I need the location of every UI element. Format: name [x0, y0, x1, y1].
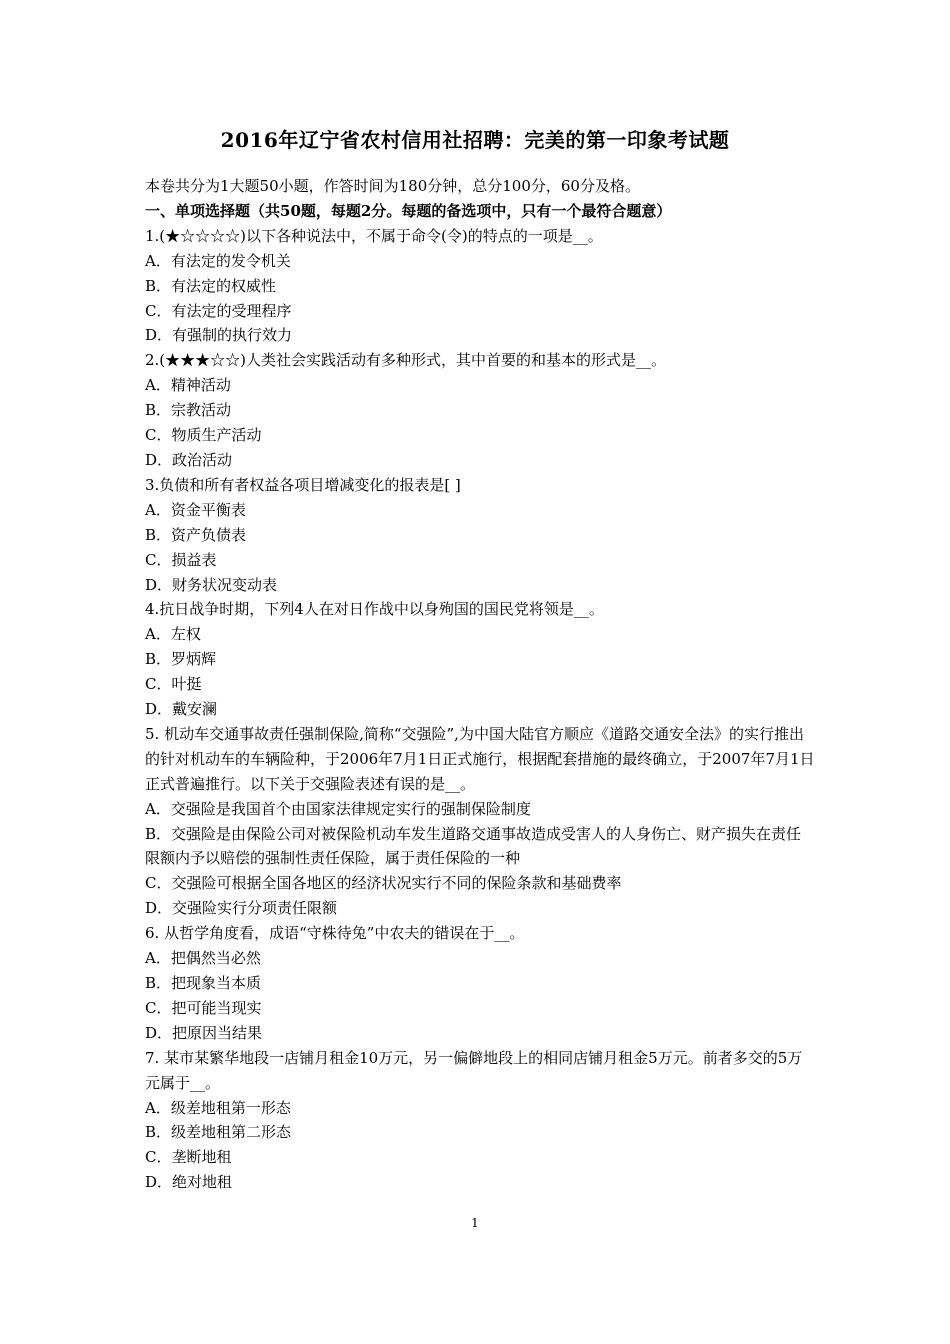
option-d: D．把原因当结果 — [145, 1023, 263, 1042]
question-stem: 4.抗日战争时期，下列4人在对日作战中以身殉国的国民党将领是__。 — [145, 600, 604, 619]
option-d: D．交强险实行分项责任限额 — [145, 899, 338, 918]
option-a: A．级差地租第一形态 — [145, 1098, 291, 1117]
option-a: A．把偶然当必然 — [145, 949, 261, 968]
question-6 — [145, 921, 815, 1046]
question-3 — [145, 473, 815, 598]
document-body — [145, 174, 815, 1195]
question-7 — [145, 1046, 815, 1195]
option-d: D．绝对地租 — [145, 1173, 233, 1192]
question-1 — [145, 224, 815, 349]
page-title: 2016年辽宁省农村信用社招聘：完美的第一印象考试题 — [220, 128, 730, 152]
exam-intro: 本卷共分为1大题50小题，作答时间为180分钟，总分100分，60分及格。 — [145, 177, 640, 195]
option-b: B．罗炳辉 — [145, 650, 217, 669]
question-stem: 7. 某市某繁华地段一店铺月租金10万元，另一偏僻地段上的相同店铺月租金5万元。前者多交的5万元属于__。 — [145, 1048, 803, 1092]
option-c: C．交强险可根据全国各地区的经济状况实行不同的保险条款和基础费率 — [145, 874, 622, 893]
question-stem: 3.负债和所有者权益各项目增减变化的报表是[ ] — [145, 475, 461, 494]
option-d: D．政治活动 — [145, 450, 233, 469]
option-d: D．财务状况变动表 — [145, 575, 278, 594]
option-c: C．把可能当现实 — [145, 998, 262, 1017]
question-stem: 2.(★★★☆☆)人类社会实践活动有多种形式，其中首要的和基本的形式是__。 — [145, 351, 667, 370]
section-heading: 一、单项选择题（共50题，每题2分。每题的备选项中，只有一个最符合题意） — [145, 201, 672, 220]
question-stem: 5. 机动车交通事故责任强制保险,简称“交强险”,为中国大陆官方顺应《道路交通安全法》的实行推出的针对机动车的车辆险种，于2006年7月1日正式施行，根据配套措施的最终确立，于2007年7月1日正式普遍推行。以下关于交强险表述有误的是__。 — [145, 724, 815, 793]
option-c: C．有法定的受理程序 — [145, 301, 292, 320]
question-stem: 1.(★☆☆☆☆)以下各种说法中，不属于命令(令)的特点的一项是__。 — [145, 226, 603, 245]
question-4 — [145, 597, 815, 722]
option-d: D．有强制的执行效力 — [145, 326, 293, 345]
option-a: A．精神活动 — [145, 376, 231, 395]
option-a: A．交强险是我国首个由国家法律规定实行的强制保险制度 — [145, 799, 531, 818]
question-5 — [145, 722, 815, 921]
option-b: B．资产负债表 — [145, 525, 247, 544]
option-d: D．戴安澜 — [145, 700, 218, 719]
option-a: A．资金平衡表 — [145, 500, 246, 519]
option-c: C．损益表 — [145, 550, 217, 569]
option-c: C．物质生产活动 — [145, 426, 262, 445]
option-b: B．级差地租第二形态 — [145, 1123, 292, 1142]
option-b: B．把现象当本质 — [145, 974, 262, 992]
question-2 — [145, 348, 815, 473]
option-b: B．交强险是由保险公司对被保险机动车发生道路交通事故造成受害人的人身伤亡、财产损失在责任限额内予以赔偿的强制性责任保险，属于责任保险的一种 — [145, 824, 802, 868]
page-number: 1 — [471, 1216, 479, 1230]
option-c: C．垄断地租 — [145, 1148, 232, 1167]
option-b: B．有法定的权威性 — [145, 276, 277, 295]
option-a: A．有法定的发令机关 — [145, 251, 291, 270]
question-stem: 6. 从哲学角度看，成语“守株待兔”中农夫的错误在于__。 — [145, 924, 525, 943]
option-b: B．宗教活动 — [145, 401, 232, 420]
option-c: C．叶挺 — [145, 675, 202, 694]
option-a: A．左权 — [145, 625, 201, 644]
